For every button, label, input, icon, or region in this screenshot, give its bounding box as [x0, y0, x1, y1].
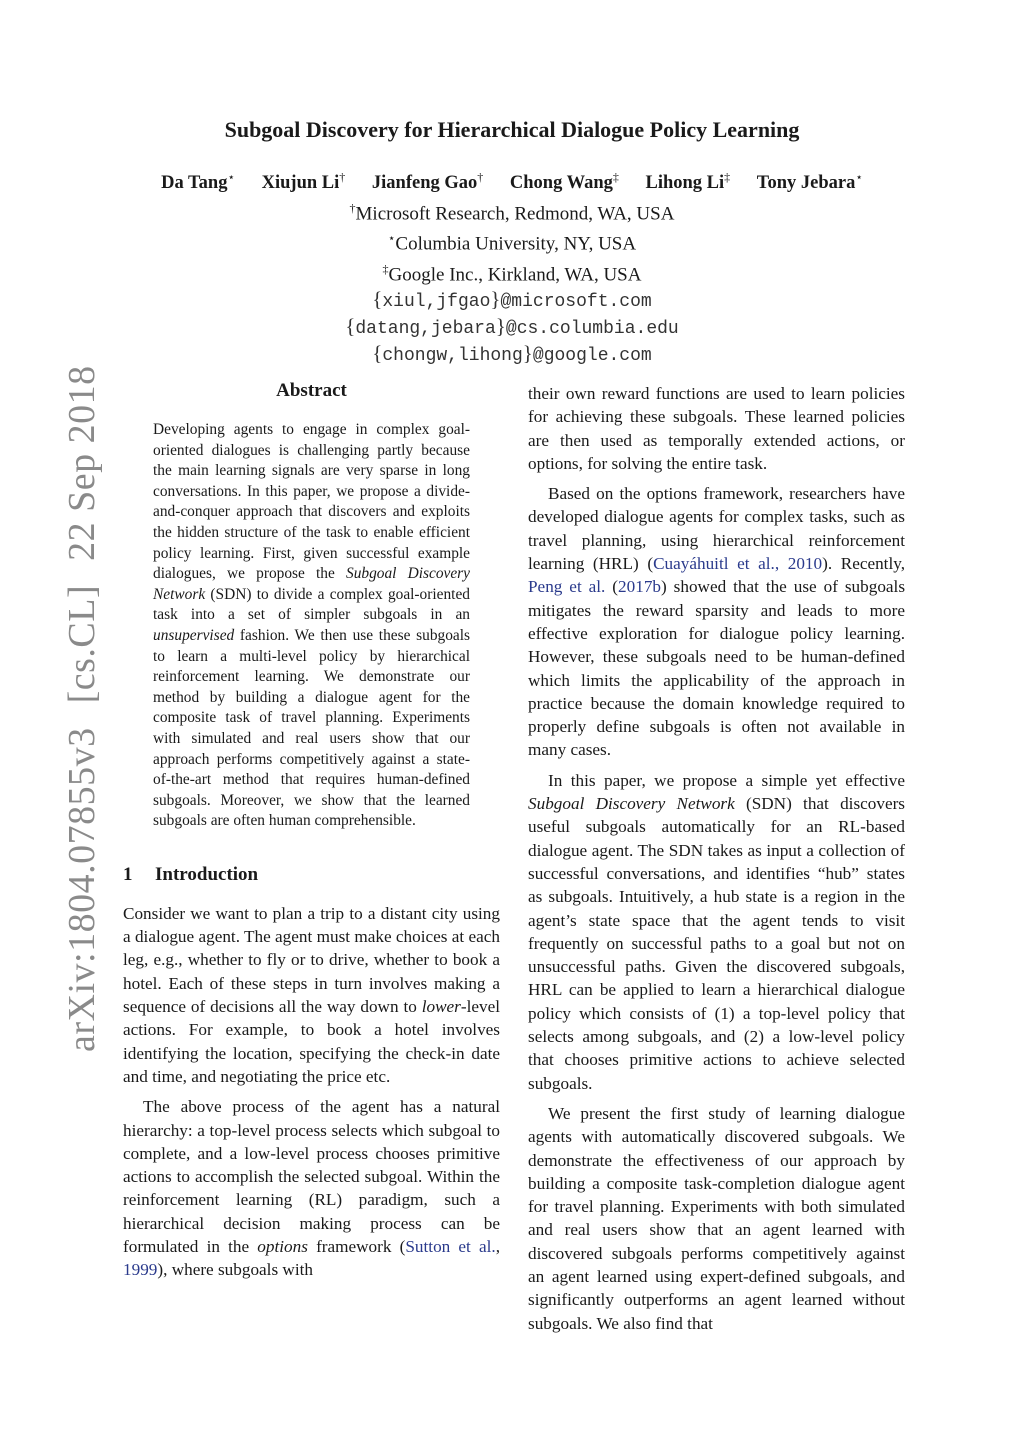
citation-link[interactable]: 1999	[123, 1260, 158, 1280]
citation-link[interactable]: 2017b	[618, 577, 661, 597]
email-line: {chongw,lihong}@google.com	[372, 340, 652, 366]
right-column	[528, 382, 905, 1335]
arxiv-id: arXiv:1804.07855v3	[61, 727, 103, 1052]
author: Chong Wang‡	[509, 170, 619, 194]
citation-link[interactable]: Sutton et al.	[405, 1237, 496, 1257]
body-paragraph: We present the first study of learning dialogue agents with automatically discovered subgoals. We demonstrate the effectiveness of our approach by building a composite task-completion dialogue agent for travel planning. Experiments with both simulated and real users show that an agent learned with discovered subgoals performs competitively against an agent learned using expert-defined subgoals, and significantly outperforms an agent learned without subgoals. We also find that	[528, 1103, 905, 1333]
abstract-heading: Abstract	[276, 380, 347, 401]
arxiv-category: [cs.CL]	[61, 584, 103, 704]
author: Xiujun Li†	[261, 170, 346, 194]
author: Da Tang⋆	[161, 170, 235, 194]
author: Tony Jebara⋆	[756, 170, 863, 194]
affiliation: ⋆Columbia University, NY, USA	[387, 231, 637, 255]
email-line: {datang,jebara}@cs.columbia.edu	[345, 313, 679, 339]
body-paragraph: their own reward functions are used to learn policies for achieving these subgoals. These learned policies are then used as temporally extended actions, or options, for solving the entire task.	[528, 384, 905, 473]
arxiv-stamp	[60, 365, 104, 1052]
abstract-body: Developing agents to engage in complex goal-oriented dialogues is challenging partly because the main learning signals are very sparse in long conversations. In this paper, we propose a divide-and-conquer approach that discovers and exploits the hidden structure of the task to enable efficient policy learning. First, given successful example dialogues, we propose the Subgoal Discovery Network (SDN) to divide a complex goal-oriented task into a set of simpler subgoals in an unsupervised fashion. We then use these subgoals to learn a multi-level policy by hierarchical reinforcement learning. We demonstrate our method by building a dialogue agent for the composite task of travel planning. Experiments with simulated and real users show that our approach performs competitively against a state-of-the-art method that requires human-defined subgoals. Moreover, we show that the learned subgoals are often human comprehensible.	[153, 421, 471, 830]
author: Jianfeng Gao†	[371, 170, 484, 194]
citation-link[interactable]: Peng et al.	[528, 577, 606, 597]
section-heading-introduction: 1 Introduction	[123, 863, 259, 885]
intro-paragraph: Consider we want to plan a trip to a distant city using a dialogue agent. The agent must make choices at each leg, e.g., whether to fly or to drive, whether to book a hotel. Each of these steps in turn involves making a sequence of decisions all the way down to lower-level actions. For example, to book a hotel involves identifying the location, specifying the check-in date and time, and negotiating the price etc.	[123, 903, 500, 1086]
body-paragraph: Based on the options framework, researchers have developed dialogue agents for complex tasks, such as travel planning, using hierarchical reinforcement learning (HRL) (Cuayáhuitl et al., 2010). Recently, Peng et al. (2017b) showed that the use of subgoals mitigates the reward sparsity and leads to more effective exploration for dialogue policy learning. However, these subgoals need to be human-defined which limits the applicability of the approach in practice because the domain knowledge required to properly define subgoals is often not available in many cases.	[528, 484, 906, 760]
email-line: {xiul,jfgao}@microsoft.com	[372, 286, 652, 312]
affiliations	[0, 196, 1024, 368]
arxiv-date: 22 Sep 2018	[61, 365, 103, 561]
body-paragraph: In this paper, we propose a simple yet effective Subgoal Discovery Network (SDN) that discovers useful subgoals automatically for an RL-based dialogue agent. The SDN takes as input a collection of successful conversations, and identifies “hub” states as subgoals. Intuitively, a hub state is a region in the agent’s state space that the agent tends to visit frequently on successful paths to a goal but not on unsuccessful paths. Given the discovered subgoals, HRL can be applied to learn a hierarchical dialogue policy which consists of (1) a top-level policy that selects among subgoals, and (2) a low-level policy that chooses primitive actions to achieve selected subgoals.	[528, 770, 905, 1093]
author: Lihong Li‡	[645, 170, 731, 194]
author-list	[0, 170, 1024, 194]
affiliation: †Microsoft Research, Redmond, WA, USA	[349, 201, 675, 225]
left-column	[123, 380, 500, 1282]
intro-paragraph: The above process of the agent has a natural hierarchy: a top-level process selects which subgoal to complete, and a low-level process chooses primitive actions to accomplish the selected subgoal. Within the reinforcement learning (RL) paradigm, such a hierarchical decision making process can be formulated in the options framework (Sutton et al., 1999), where subgoals with	[123, 1097, 501, 1280]
citation-link[interactable]: Cuayáhuitl et al., 2010	[653, 554, 823, 574]
affiliation: ‡Google Inc., Kirkland, WA, USA	[382, 261, 642, 285]
paper-title: Subgoal Discovery for Hierarchical Dialogue Policy Learning	[224, 117, 800, 142]
